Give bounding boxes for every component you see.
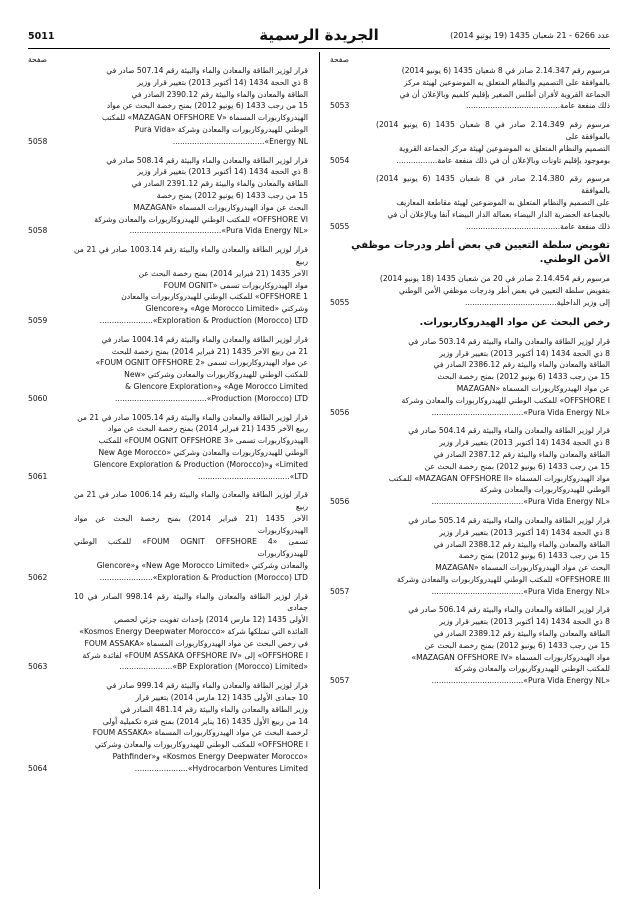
page-header bbox=[28, 28, 610, 49]
toc-entry[interactable] bbox=[330, 273, 610, 308]
right-column bbox=[330, 65, 610, 694]
entry-page-number: 5053 bbox=[330, 101, 350, 111]
page-number: 5011 bbox=[28, 31, 55, 42]
entry-page-number: 5061 bbox=[28, 471, 48, 481]
toc-entry[interactable] bbox=[330, 173, 610, 232]
entry-page-number: 5060 bbox=[28, 393, 48, 403]
toc-entry[interactable] bbox=[330, 119, 610, 166]
entry-page-number: 5058 bbox=[28, 136, 48, 146]
entry-page-number: 5057 bbox=[330, 676, 350, 686]
entry-text: قرار لوزير الطاقة والمعادن والماء والبيئة رقم 1006.14 صادر في 21 من ربيع الآخر 1435 (21 فبراير 2014) بمنح رخصة البحث عن مواد الهيدروكاربورات تسمى «FOUM OGNIT OFFSHORE 4» للمكتب الوطني للهيدروكاربورات والمعادن وشركتي «New Age Morocco Limited» و«Glencore Exploration & Production (Morocco) LTD»...................... bbox=[74, 490, 308, 582]
issue-info: عدد 6266 - 21 شعبان 1435 (19 يونيو 2014) bbox=[450, 31, 610, 40]
entry-page-number: 5062 bbox=[28, 572, 48, 582]
entry-page-number: 5056 bbox=[330, 407, 350, 417]
entry-page-number: 5055 bbox=[330, 297, 350, 307]
entry-text: مرسوم رقم 2.14.454 صادر في 20 من شعبان 1435 (18 يونيو 2014) بتفويض سلطة التعيين في بعض أطر ودرجات موظفي الأمن الوطني إلى وزير الداخلية...................................... bbox=[379, 274, 610, 307]
entry-text: قرار لوزير الطاقة والمعادن والماء والبيئة رقم 508.14 صادر في 8 ذي الحجة 1434 (14 أكتوبر 2013) بتغيير قرار وزير الطاقة والمعادن والماء والبيئة رقم 2391.12 الصادر في 15 من رجب 1433 (6 يونيو 2012) بمنح رخصة البحث عن مواد الهيدروكاربورات المسماة «MAZAGAN OFFSHORE VI» للمكتب الوطني للهيدروكاربورات والمعادن وشركة «Pura Vida Energy NL»...................................... bbox=[94, 155, 308, 236]
entry-page-number: 5063 bbox=[28, 662, 48, 672]
entry-text: مرسوم رقم 2.14.349 صادر في 8 شعبان 1435 (6 يونيو 2014) بالموافقة على التصميم والنظام المتعلق به الموضوعين لهيئة مركز الجماعة القروية بوموجود بإقليم تاونات وبالإعلان أن في ذلك منفعة عامة................. bbox=[376, 120, 610, 165]
page-column-label-right: صفحة bbox=[330, 55, 350, 64]
toc-entry[interactable] bbox=[28, 155, 308, 238]
toc-entry[interactable] bbox=[330, 515, 610, 598]
section-heading: تفويض سلطة التعيين في بعض أطر ودرجات موظفي الأمن الوطني. bbox=[351, 240, 610, 266]
toc-entry[interactable] bbox=[28, 591, 308, 674]
entry-text: قرار لوزير الطاقة والمعادن والماء والبيئة رقم 504.14 صادر في 8 ذي الحجة 1434 (14 أكتوبر 2013) بتغيير قرار وزير الطاقة والمعادن والماء والبيئة رقم 2387.12 الصادر في 15 من رجب 1433 (6 يونيو 2012) بمنح رخصة البحث عن مواد الهيدروكاربورات المسماة «MAZAGAN OFFSHORE II» للمكتب الوطني للهيدروكاربورات والمعادن وشركة «Pura Vida Energy NL»...................................... bbox=[388, 426, 610, 507]
entry-page-number: 5056 bbox=[330, 497, 350, 507]
toc-entry[interactable] bbox=[28, 680, 308, 774]
entry-text: مرسوم رقم 2.14.380 صادر في 8 شعبان 1435 (6 يونيو 2014) بالموافقة على التصميم والنظام المتعلق به الموضوعين لهيئة مقاطعة المعاريف بالجماعة الحضرية الدار البيضاء بعمالة الدار البيضاء آنفا وبالإعلان أن في ذلك منفعة عامة....................................... bbox=[376, 174, 610, 231]
entry-page-number: 5057 bbox=[330, 586, 350, 596]
entry-text: قرار لوزير الطاقة والمعادن والماء والبيئة رقم 999.14 صادر في 10 جمادى الأولى 1435 (12 مارس 2014) بتغيير قرار وزير الطاقة والمعادن والماء والبيئة رقم 481.14 الصادر في 14 من ربيع الأول 1435 (16 يناير 2014) بمنح فترة تكميلية أولى لرخصة البحث عن مواد الهيدروكاربورات المسماة «FOUM ASSAKA OFFSHORE I» للمكتب الوطني للهيدروكاربورات والمعادن وشركتي «Kosmos Energy Deepwater Morocco» و«Pathfinder Hydrocarbon Ventures Limited»...................... bbox=[92, 681, 308, 773]
gazette-title: الجريدة الرسمية bbox=[259, 26, 379, 44]
entry-page-number: 5055 bbox=[330, 221, 350, 231]
page-column-label-left: صفحة bbox=[28, 55, 48, 64]
left-column bbox=[28, 65, 308, 782]
entry-text: قرار لوزير الطاقة والمعادن والماء والبيئة رقم 998.14 الصادر في 10 جمادى الأولى 1435 (12 مارس 2014) بإحداث تفويت جزئي لحصص الفائدة التي تمتلكها شركة «Kosmos Energy Deepwater Morocco» في رخص البحث عن مواد الهيدروكاربورات المسماة «FOUM ASSAKA OFFSHORE I» إلى «FOUM ASSAKA OFFSHORE IV» لفائدة شركة «BP Exploration (Morocco) Limited»...................... bbox=[74, 591, 308, 672]
toc-entry[interactable] bbox=[28, 412, 308, 483]
entry-text: قرار لوزير الطاقة والمعادن والماء والبيئة رقم 503.14 صادر في 8 ذي الحجة 1434 (14 أكتوبر 2013) بتغيير قرار وزير الطاقة والمعادن والماء والبيئة رقم 2386.12 الصادر في 15 من رجب 1433 (6 يونيو 2012) بمنح رخصة البحث عن مواد الهيدروكاربورات المسماة «MAZAGAN OFFSHORE I» للمكتب الوطني للهيدروكاربورات والمعادن وشركة «Pura Vida Energy NL»...................................... bbox=[401, 336, 610, 417]
section-heading: رخص البحث عن مواد الهيدروكاربورات. bbox=[419, 316, 610, 328]
entry-text: قرار لوزير الطاقة والمعادن والماء والبيئة رقم 1003.14 صادر في 21 من ربيع الآخر 1435 (21 فبراير 2014) بمنح رخصة البحث عن مواد الهيدروكاربورات تسمى «FOUM OGNIT OFFSHORE 1» للمكتب الوطني للهيدروكاربورات والمعادن وشركتي «Age Morocco Limited» و«Glencore Exploration & Production (Morocco) LTD»...................... bbox=[74, 245, 308, 325]
entry-text: قرار لوزير الطاقة والمعادن والماء والبيئة رقم 506.14 صادر في 8 ذي الحجة 1434 (14 أكتوبر 2013) بتغيير قرار وزير الطاقة والمعادن والماء والبيئة رقم 2389.12 الصادر في 15 من رجب 1433 (6 يونيو 2012) بمنح رخصة البحث عن مواد الهيدروكاربورات المسماة «MAZAGAN OFFSHORE IV» للمكتب الوطني للهيدروكاربورات والمعادن وشركة «Pura Vida Energy NL»...................................... bbox=[408, 605, 610, 686]
entry-text: قرار لوزير الطاقة والمعادن والماء والبيئة رقم 1005.14 صادر في 21 من ربيع الآخر 1435 (21 فبراير 2014) بمنح رخصة البحث عن مواد الهيدروكاربورات تسمى «FOUM OGNIT OFFSHORE 3» للمكتب الوطني للهيدروكاربورات والمعادن وشركتي «New Age Morocco Limited» و«Glencore Exploration & Production (Morocco) LTD»...................................... bbox=[77, 412, 308, 481]
entry-page-number: 5058 bbox=[28, 226, 48, 236]
toc-entry[interactable] bbox=[28, 489, 308, 583]
toc-entry[interactable] bbox=[330, 65, 610, 112]
entry-page-number: 5054 bbox=[330, 155, 350, 165]
toc-entry[interactable] bbox=[28, 334, 308, 405]
toc-entry[interactable] bbox=[28, 244, 308, 327]
toc-entry[interactable] bbox=[28, 65, 308, 148]
toc-entry[interactable] bbox=[330, 425, 610, 508]
entry-text: مرسوم رقم 2.14.347 صادر في 8 شعبان 1435 (6 يونيو 2014) بالموافقة على التصميم والنظام المتعلق به الموضوعين لهيئة مركز الجماعة القروية لأفران أطلس الصغير بإقليم كلميم وبالإعلان أن في ذلك منفعة عامة....................................... bbox=[399, 66, 610, 111]
entry-page-number: 5059 bbox=[28, 315, 48, 325]
entry-text: قرار لوزير الطاقة والمعادن والماء والبيئة رقم 1004.14 صادر في 21 من ربيع الآخر 1435 (21 فبراير 2014) بمنح رخصة للبحث عن مواد الهيدروكاربورات تسمى «FOUM OGNIT OFFSHORE 2» للمكتب الوطني للهيدروكاربورات والمعادن وشركتي «New Age Morocco Limited» و«Glencore Exploration & Production (Morocco) LTD»...................................... bbox=[95, 334, 308, 403]
toc-entry[interactable] bbox=[330, 604, 610, 687]
entry-page-number: 5064 bbox=[28, 763, 48, 773]
toc-entry[interactable] bbox=[330, 336, 610, 419]
column-divider bbox=[319, 52, 320, 889]
entry-text: قرار لوزير الطاقة والمعادن والماء والبيئة رقم 505.14 صادر في 8 ذي الحجة 1434 (14 أكتوبر 2013) بتغيير قرار وزير الطاقة والمعادن والماء والبيئة رقم 2388.12 الصادر في 15 من رجب 1433 (6 يونيو 2012) بمنح رخصة البحث عن مواد الهيدروكاربورات المسماة «MAZAGAN OFFSHORE III» للمكتب الوطني للهيدروكاربورات والمعادن وشركة «Pura Vida Energy NL»...................................... bbox=[396, 515, 610, 596]
entry-text: قرار لوزير الطاقة والمعادن والماء والبيئة رقم 507.14 صادر في 8 ذي الحجة 1434 (14 أكتوبر 2013) بتغيير قرار وزير الطاقة والمعادن والماء والبيئة رقم 2390.12 الصادر في 15 من رجب 1433 (6 يونيو 2012) بمنح رخصة البحث عن مواد الهيدروكاربورات المسماة «MAZAGAN OFFSHORE V» للمكتب الوطني للهيدروكاربورات والمعادن وشركة «Pura Vida Energy NL»...................................... bbox=[101, 66, 308, 146]
